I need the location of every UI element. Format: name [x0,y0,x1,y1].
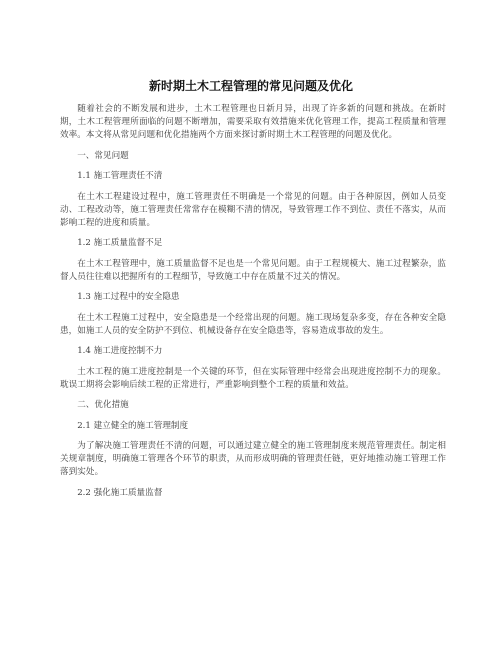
paragraph-1-2: 在土木工程管理中，施工质量监督不足也是一个常见问题。由于工程规模大、施工过程繁杂，监督人员往往难以把握所有的工程细节，导致施工中存在质量不过关的情况。 [60,258,446,282]
document-body [60,103,446,507]
subsection-heading-1-1: 1.1 施工管理责任不清 [77,171,163,181]
subsection-heading-2-1: 2.1 建立健全的施工管理制度 [77,420,189,431]
paragraph-1-3: 在土木工程施工过程中，安全隐患是一个经常出现的问题。施工现场复杂多变，存在各种安全隐患，如施工人员的安全防护不到位、机械设备存在安全隐患等，容易造成事故的发生。 [60,312,446,336]
document-title: 新时期土木工程管理的常见问题及优化 [148,79,353,93]
paragraph-1-4: 土木工程的施工进度控制是一个关键的环节，但在实际管理中经常会出现进度控制不力的现象。耽误工期将会影响后续工程的正常进行，严重影响到整个工程的质量和效益。 [60,366,446,390]
subsection-heading-2-2: 2.2 强化施工质量监督 [77,487,163,498]
section-heading-problems: 一、常见问题 [77,150,129,161]
paragraph-1-1: 在土木工程建设过程中，施工管理责任不明确是一个常见的问题。由于各种原因，例如人员变动、工程改动等，施工管理责任常常存在模糊不清的情况，导致管理工作不到位、责任不落实，从而影响工程的进度和质量。 [60,191,446,228]
subsection-heading-1-3: 1.3 施工过程中的安全隐患 [77,292,180,302]
paragraph-2-1: 为了解决施工管理责任不清的问题，可以通过建立健全的施工管理制度来规范管理责任。制定相关规章制度，明确施工管理各个环节的职责，从而形成明确的管理责任链，更好地推动施工管理工作落到实处。 [60,441,446,477]
subsection-heading-1-4: 1.4 施工进度控制不力 [77,346,163,356]
intro-paragraph: 随着社会的不断发展和进步，土木工程管理也日新月异，出现了许多新的问题和挑战。在新时期，土木工程管理所面临的问题不断增加，需要采取有效措施来优化管理工作，提高工程质量和管理效率。本文将从常见问题和优化措施两个方面来探讨新时期土木工程管理的问题及优化。 [60,104,446,140]
section-heading-optimization: 二、优化措施 [77,400,129,410]
subsection-heading-1-2: 1.2 施工质量监督不足 [77,238,163,248]
